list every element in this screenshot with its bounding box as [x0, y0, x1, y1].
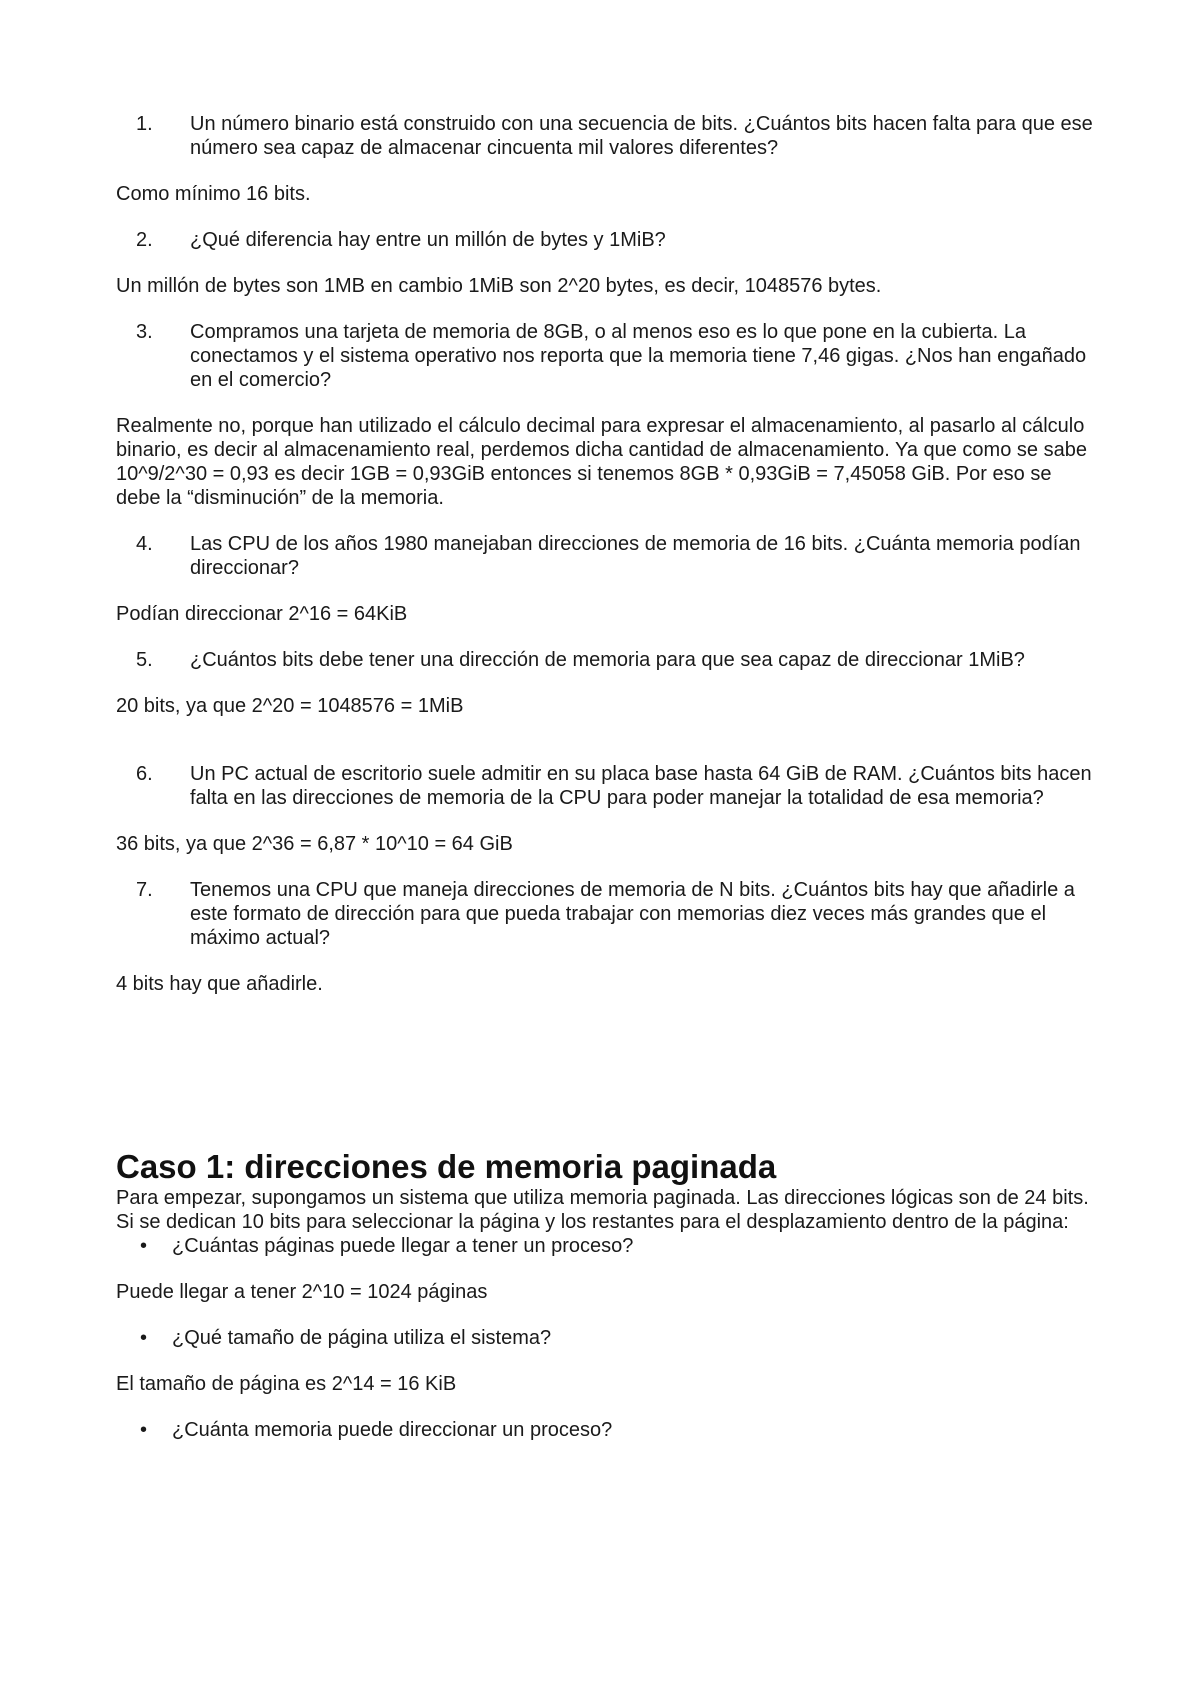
question-number: 7. [136, 879, 153, 901]
bullet-answer-2: El tamaño de página es 2^14 = 16 KiB [116, 1373, 457, 1395]
spacer [116, 740, 1096, 762]
question-number: 4. [136, 533, 153, 555]
bullet-icon: • [140, 1419, 148, 1441]
bullet-question: ¿Qué tamaño de página utiliza el sistema? [172, 1327, 552, 1349]
bullet-question: ¿Cuánta memoria puede direccionar un proceso? [172, 1419, 613, 1441]
bullet-icon: • [140, 1235, 148, 1257]
question-6 [116, 762, 1096, 810]
question-7 [116, 878, 1096, 950]
question-text: Compramos una tarjeta de memoria de 8GB, o al menos eso es lo que pone en la cubierta. La conectamos y el sistema operativo nos reporta que la memoria tiene 7,46 gigas. ¿Nos han engañado en el comercio? [190, 321, 1087, 391]
bullet-question: ¿Cuántas páginas puede llegar a tener un proceso? [172, 1235, 634, 1257]
answer-6: 36 bits, ya que 2^36 = 6,87 * 10^10 = 64 GiB [116, 833, 513, 855]
bullet-item-1 [116, 1234, 1096, 1258]
question-3 [116, 320, 1096, 392]
answer-4: Podían direccionar 2^16 = 64KiB [116, 603, 408, 625]
answer-1: Como mínimo 16 bits. [116, 183, 311, 205]
section-heading: Caso 1: direcciones de memoria paginada [116, 1148, 777, 1185]
question-text: Las CPU de los años 1980 manejaban direcciones de memoria de 16 bits. ¿Cuánta memoria podían direccionar? [190, 533, 1081, 579]
question-text: ¿Cuántos bits debe tener una dirección de memoria para que sea capaz de direccionar 1MiB? [190, 649, 1025, 671]
document-page [116, 112, 1096, 1464]
bullet-answer-1: Puede llegar a tener 2^10 = 1024 páginas [116, 1281, 488, 1303]
answer-2: Un millón de bytes son 1MB en cambio 1MiB son 2^20 bytes, es decir, 1048576 bytes. [116, 275, 882, 297]
bullet-item-3 [116, 1418, 1096, 1442]
question-number: 2. [136, 229, 153, 251]
section-intro: Para empezar, supongamos un sistema que utiliza memoria paginada. Las direcciones lógicas son de 24 bits. Si se dedican 10 bits para seleccionar la página y los restantes para el desplazamiento dentro de la página: [116, 1187, 1089, 1233]
question-text: Un número binario está construido con una secuencia de bits. ¿Cuántos bits hacen falta para que ese número sea capaz de almacenar cincuenta mil valores diferentes? [190, 113, 1093, 159]
answer-5: 20 bits, ya que 2^20 = 1048576 = 1MiB [116, 695, 464, 717]
question-1 [116, 112, 1096, 160]
question-number: 1. [136, 113, 153, 135]
question-number: 6. [136, 763, 153, 785]
bullet-item-2 [116, 1326, 1096, 1350]
question-text: Un PC actual de escritorio suele admitir en su placa base hasta 64 GiB de RAM. ¿Cuántos bits hacen falta en las direcciones de memoria de la CPU para poder manejar la totalidad de esa memoria? [190, 763, 1092, 809]
question-number: 5. [136, 649, 153, 671]
question-4 [116, 532, 1096, 580]
bullet-icon: • [140, 1327, 148, 1349]
question-2 [116, 228, 1096, 252]
answer-7: 4 bits hay que añadirle. [116, 973, 323, 995]
question-number: 3. [136, 321, 153, 343]
spacer [116, 1018, 1096, 1148]
question-5 [116, 648, 1096, 672]
answer-3: Realmente no, porque han utilizado el cálculo decimal para expresar el almacenamiento, al pasarlo al cálculo binario, es decir al almacenamiento real, perdemos dicha cantidad de almacenamiento. Ya que como se sabe 10^9/2^30 = 0,93 es decir 1GB = 0,93GiB entonces si tenemos 8GB * 0,93GiB = 7,45058 GiB. Por eso se debe la “disminución” de la memoria. [116, 415, 1087, 509]
question-text: Tenemos una CPU que maneja direcciones de memoria de N bits. ¿Cuántos bits hay que añadirle a este formato de dirección para que pueda trabajar con memorias diez veces más grandes que el máximo actual? [190, 879, 1075, 949]
question-text: ¿Qué diferencia hay entre un millón de bytes y 1MiB? [190, 229, 666, 251]
